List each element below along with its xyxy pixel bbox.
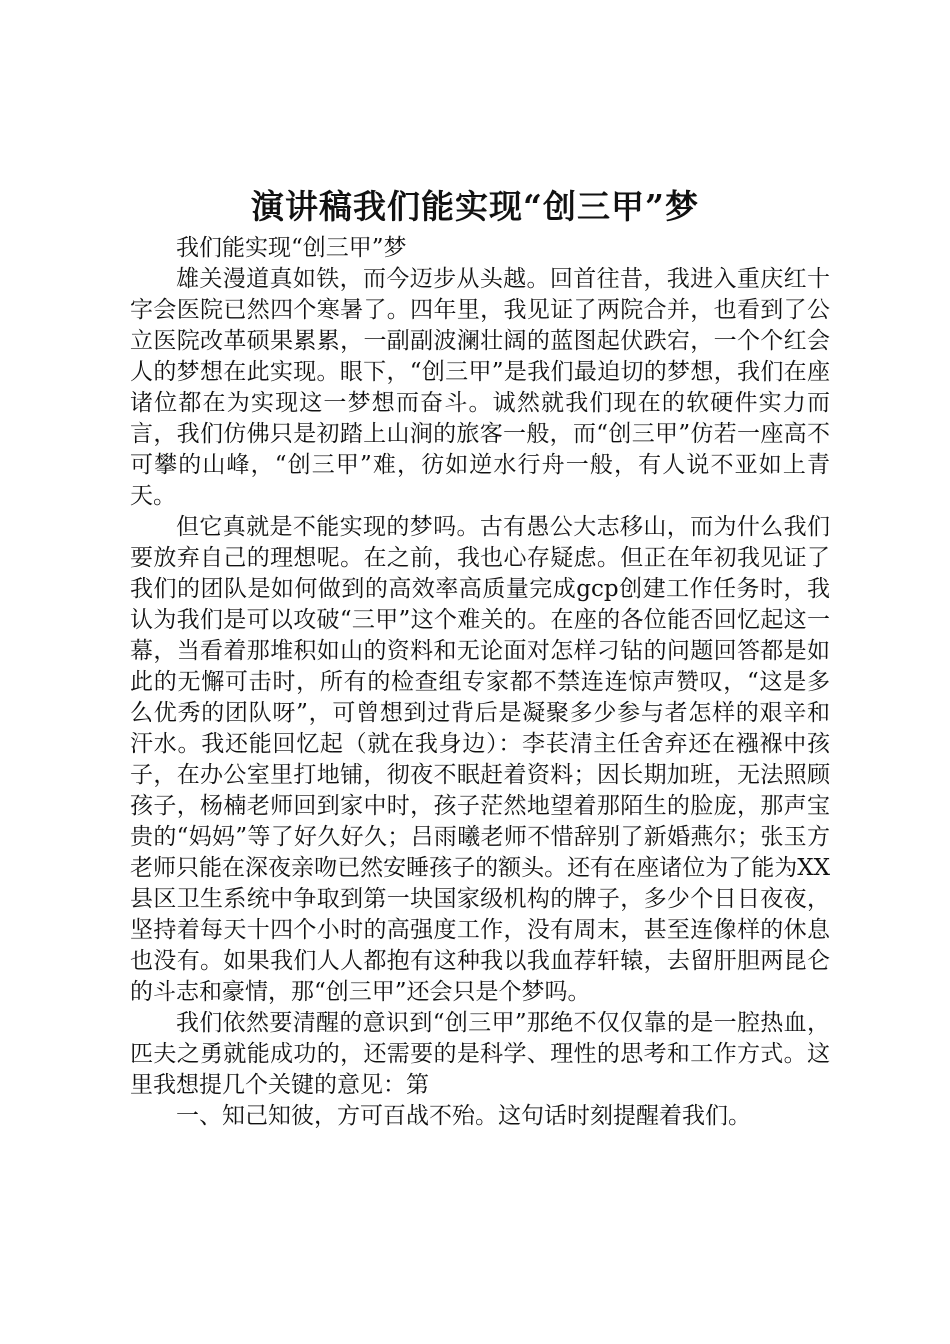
paragraph: 我们依然要清醒的意识到“创三甲”那绝不仅仅靠的是一腔热血，匹夫之勇就能成功的，还需要的是科学、理性的思考和工作方式。这里我想提几个关键的意见：第 [130,1010,830,1098]
document-title: 演讲稿我们能实现“创三甲”梦 [251,187,699,226]
paragraph-subtitle: 我们能实现“创三甲”梦 [176,235,407,261]
paragraph: 但它真就是不能实现的梦吗。古有愚公大志移山，而为什么我们要放弃自己的理想呢。在之前，我也心存疑虑。但正在年初我见证了我们的团队是如何做到的高效率高质量完成gcp创建工作任务时，我认为我们是可以攻破“三甲”这个难关的。在座的各位能否回忆起这一幕，当看着那堆积如山的资料和无论面对怎样刁钻的问题回答都是如此的无懈可击时，所有的检查组专家都不禁连连惊声赞叹，“这是多么优秀的团队呀”，可曾想到过背后是凝聚多少参与者怎样的艰辛和汗水。我还能回忆起（就在我身边）：李苌清主任舍弃还在襁褓中孩子，在办公室里打地铺，彻夜不眠赶着资料；因长期加班，无法照顾孩子，杨楠老师回到家中时，孩子茫然地望着那陌生的脸庞，那声宝贵的“妈妈”等了好久好久；吕雨曦老师不惜辞别了新婚燕尔；张玉方老师只能在深夜亲吻已然安睡孩子的额头。还有在座诸位为了能为XX县区卫生系统中争取到第一块国家级机构的牌子，多少个日日夜夜，坚持着每天十四个小时的高强度工作，没有周末，甚至连像样的休息也没有。如果我们人人都抱有这种我以我血荐轩辕，去留肝胆两昆仑的斗志和豪情，那“创三甲”还会只是个梦吗。 [130,514,830,1005]
paragraph: 一、知己知彼，方可百战不殆。这句话时刻提醒着我们。 [176,1103,751,1129]
paragraph: 雄关漫道真如铁，而今迈步从头越。回首往昔，我进入重庆红十字会医院已然四个寒暑了。四年里，我见证了两院合并，也看到了公立医院改革硕果累累，一副副波澜壮阔的蓝图起伏跌宕，一个个红会人的梦想在此实现。眼下，“创三甲”是我们最迫切的梦想，我们在座诸位都在为实现这一梦想而奋斗。诚然就我们现在的软硬件实力而言，我们仿佛只是初踏上山涧的旅客一般，而“创三甲”仿若一座高不可攀的山峰，“创三甲”难，彷如逆水行舟一般，有人说不亚如上青天。 [130,266,830,509]
document-body [130,233,830,1132]
